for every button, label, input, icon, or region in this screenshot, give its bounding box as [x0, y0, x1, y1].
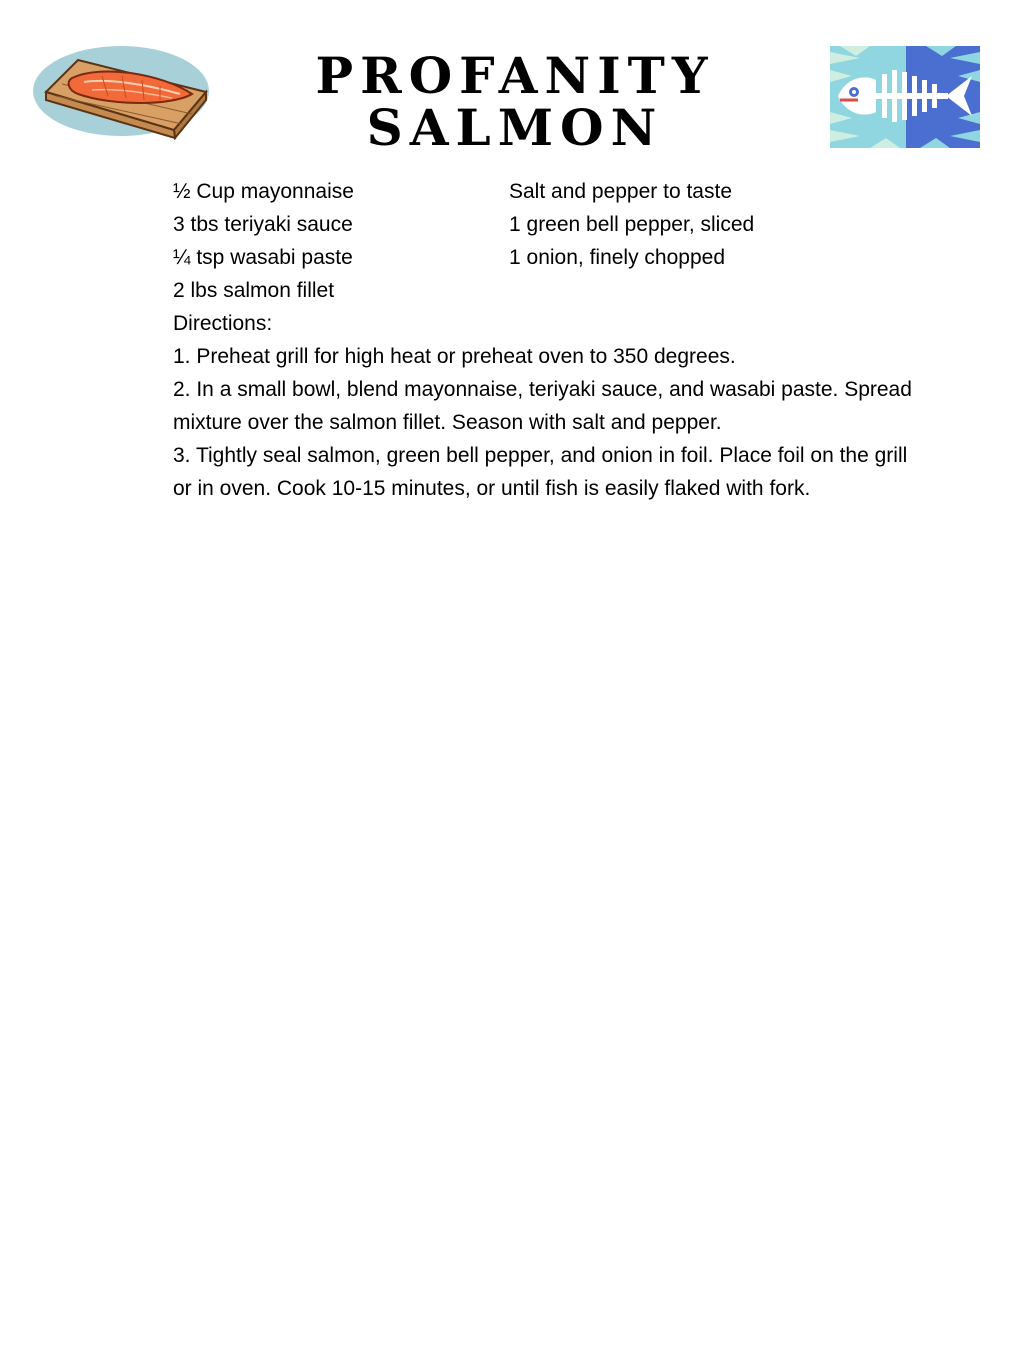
recipe-body [173, 175, 913, 505]
ingredient-item: 1 onion, finely chopped [509, 246, 725, 269]
salmon-plank-icon [32, 44, 212, 140]
directions-heading: Directions: [173, 312, 273, 335]
ingredient-item: ¼ tsp wasabi paste [173, 246, 353, 269]
ingredient-spacer [509, 274, 913, 307]
ingredient-item: Salt and pepper to taste [509, 180, 732, 203]
ingredient-item: ½ Cup mayonnaise [173, 180, 354, 203]
ingredient-item: 1 green bell pepper, sliced [509, 213, 755, 236]
ingredient-list [173, 175, 913, 307]
direction-step: 2. In a small bowl, blend mayonnaise, teriyaki sauce, and wasabi paste. Spread mixture over the salmon fillet. Season with salt and pepper. [173, 378, 912, 434]
fish-skeleton-image [830, 46, 980, 148]
fish-skeleton-icon [830, 46, 980, 148]
direction-step: 3. Tightly seal salmon, green bell pepper, and onion in foil. Place foil on the grill or in oven. Cook 10-15 minutes, or until fish is easily flaked with fork. [173, 444, 908, 500]
ingredient-item: 2 lbs salmon fillet [173, 279, 335, 302]
recipe-title-line-1: PROFANITY [315, 46, 715, 105]
direction-step: 1. Preheat grill for high heat or preheat oven to 350 degrees. [173, 345, 736, 368]
salmon-plank-image [32, 44, 212, 140]
recipe-title-line-2: SALMON [366, 98, 664, 157]
ingredient-item: 3 tbs teriyaki sauce [173, 213, 353, 236]
recipe-title [230, 46, 800, 157]
